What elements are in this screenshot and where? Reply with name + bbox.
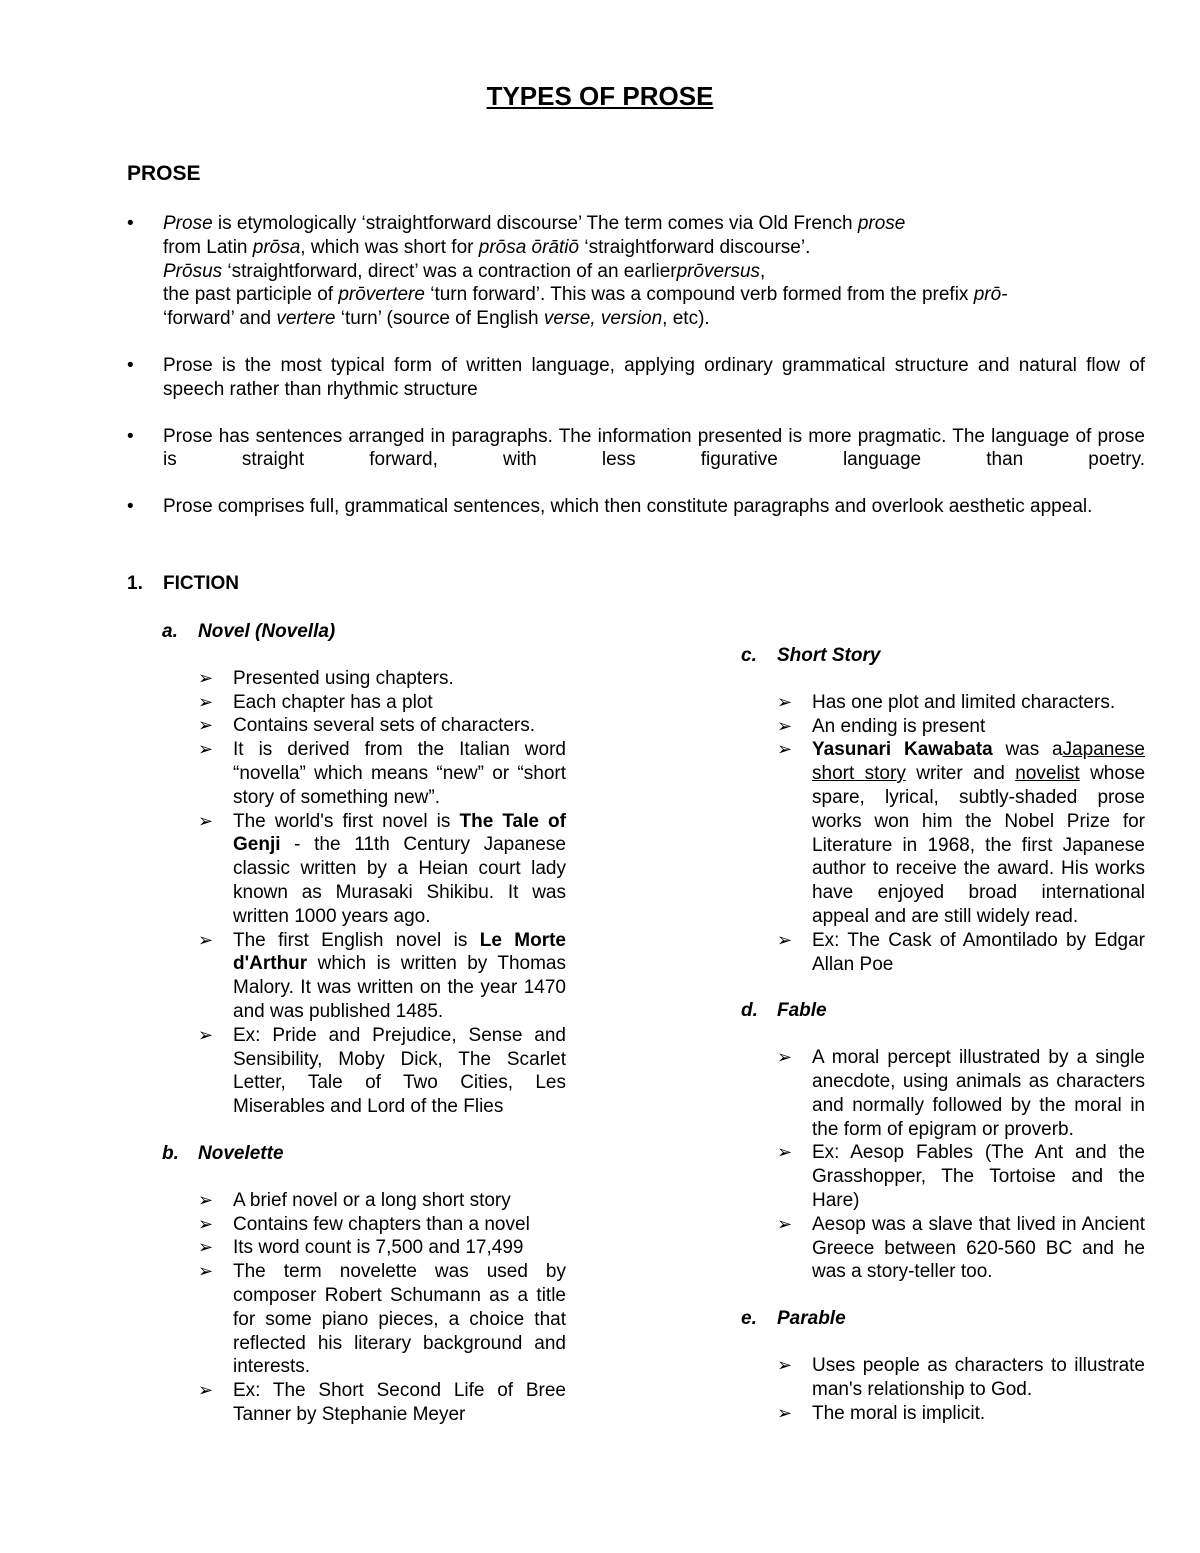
list-item	[741, 1046, 1145, 1141]
italic-term: verse, version	[543, 308, 663, 330]
grammatical-bullet	[127, 495, 1145, 519]
section-letter: e.	[741, 1308, 757, 1330]
item-text: Presented using chapters.	[233, 667, 454, 689]
parable-list	[741, 1354, 1145, 1425]
section-fable	[741, 999, 1145, 1284]
arrow-bullet-icon: ➢	[198, 739, 214, 760]
item-text: The first English novel is	[233, 929, 480, 951]
arrow-bullet-icon: ➢	[777, 715, 793, 736]
list-item	[162, 691, 566, 715]
novelette-list	[162, 1189, 566, 1427]
bullet-dot: •	[127, 425, 134, 447]
arrow-bullet-icon: ➢	[198, 1213, 214, 1234]
text-run: is etymologically ‘straightforward discourse’ The term comes via Old French	[212, 213, 858, 234]
item-text: which is written by Thomas Malory. It was written on the year 1470 and was published 1485.	[233, 953, 566, 1022]
italic-term: Prose	[163, 213, 213, 234]
arrow-bullet-icon: ➢	[777, 691, 793, 712]
italic-term: prōsa ōrātiō	[478, 236, 580, 258]
section-label: Fable	[777, 1000, 827, 1022]
list-item	[741, 1354, 1145, 1402]
arrow-bullet-icon: ➢	[198, 810, 214, 831]
text-run: , etc).	[662, 308, 710, 330]
etymology-line-2	[163, 236, 1145, 260]
section-parable	[741, 1307, 1145, 1425]
list-item	[162, 929, 566, 1024]
fiction-label: FICTION	[163, 573, 239, 594]
fiction-number: 1.	[127, 573, 143, 594]
written-language-bullet	[127, 354, 1145, 402]
bullet-dot: •	[127, 354, 134, 376]
bold-title: Le Morte d'Arthur	[233, 929, 566, 975]
arrow-bullet-icon: ➢	[198, 1261, 214, 1282]
bullet-dot: •	[127, 496, 134, 518]
item-text: Ex: Pride and Prejudice, Sense and Sensibility, Moby Dick, The Scarlet Letter, Tale of Two Cities, Les Miserables and Lord of the Flies	[233, 1024, 566, 1118]
section-label: Parable	[777, 1308, 846, 1330]
list-item	[741, 929, 1145, 977]
left-column	[162, 620, 566, 1450]
underlined-link-text: short story	[812, 763, 906, 785]
arrow-bullet-icon: ➢	[198, 929, 214, 950]
list-item	[162, 738, 566, 809]
italic-term: Prōsus	[163, 260, 223, 282]
arrow-bullet-icon: ➢	[198, 1237, 214, 1258]
underlined-link-text: Japanese	[1062, 739, 1145, 761]
list-item	[162, 714, 566, 738]
text-run: ‘straightforward discourse’.	[579, 236, 811, 258]
item-text: Each chapter has a plot	[233, 691, 433, 713]
italic-term: prōvertere	[338, 284, 425, 306]
text-run: ,	[760, 260, 766, 282]
section-letter: d.	[741, 1000, 758, 1022]
page-title: TYPES OF PROSE	[486, 81, 714, 111]
text-run: from Latin	[163, 236, 253, 258]
fiction-heading	[127, 572, 239, 596]
item-text: Uses people as characters to illustrate man's relationship to God.	[812, 1354, 1145, 1400]
item-text: Its word count is 7,500 and 17,499	[233, 1237, 524, 1259]
prose-bullet-list	[127, 212, 1145, 542]
list-item	[162, 1260, 566, 1379]
arrow-bullet-icon: ➢	[777, 1354, 793, 1375]
arrow-bullet-icon: ➢	[777, 739, 793, 760]
italic-term: vertere	[276, 308, 336, 330]
section-novel	[162, 620, 566, 1119]
item-text: The world's first novel is	[233, 810, 460, 832]
list-item	[741, 691, 1145, 715]
text-run: ‘turn forward’. This was a compound verb formed from the prefix	[424, 284, 974, 306]
text-run: ‘turn’ (source of English	[335, 308, 544, 330]
section-letter: b.	[162, 1142, 179, 1164]
section-label: Short Story	[777, 645, 881, 666]
item-text: A moral percept illustrated by a single anecdote, using animals as characters and normally followed by the moral in the form of epigram or proverb.	[812, 1047, 1145, 1140]
novelette-heading	[162, 1142, 566, 1166]
novel-list	[162, 667, 566, 1119]
short-story-list	[741, 691, 1145, 977]
list-item	[162, 1024, 566, 1119]
list-item	[162, 810, 566, 929]
arrow-bullet-icon: ➢	[198, 667, 214, 688]
text-run: ‘straightforward, direct’ was a contraction of an earlier	[222, 260, 677, 282]
novel-heading	[162, 620, 566, 644]
list-item	[162, 667, 566, 691]
list-item	[741, 1402, 1145, 1426]
item-text: Aesop was a slave that lived in Ancient Greece between 620-560 BC and he was a story-teller too.	[812, 1213, 1145, 1283]
item-text: The moral is implicit.	[812, 1402, 986, 1424]
italic-term: prōsa	[252, 236, 301, 258]
bullet-text: Prose comprises full, grammatical sentences, which then constitute paragraphs and overlook aesthetic appeal.	[163, 496, 1093, 518]
italic-term: prose	[857, 213, 906, 234]
parable-heading	[741, 1307, 1145, 1331]
arrow-bullet-icon: ➢	[777, 1213, 793, 1234]
item-text: A brief novel or a long short story	[233, 1189, 511, 1211]
prose-heading: PROSE	[127, 162, 201, 185]
item-text: was a	[992, 739, 1063, 761]
item-text: - the 11th Century Japanese classic written by a Heian court lady known as Murasaki Shikibu. It was written 1000 years ago.	[233, 834, 566, 927]
bold-title: The Tale of Genji	[233, 810, 566, 856]
item-text: It is derived from the Italian word “novella” which means “new” or “short story of something new”.	[233, 739, 566, 808]
item-text: The term novelette was used by composer Robert Schumann as a title for some piano pieces, a choice that reflected his literary background and interests.	[233, 1261, 566, 1378]
italic-term: prōversus	[676, 260, 761, 282]
text-run: , which was short for	[300, 236, 479, 258]
item-text: whose spare, lyrical, subtly-shaded prose works won him the Nobel Prize for Literature in 1968, the first Japanese author to receive the award. His works have enjoyed broad international appeal and are still widely read.	[812, 763, 1146, 927]
list-item	[162, 1379, 566, 1427]
item-text: Ex: The Short Second Life of Bree Tanner by Stephanie Meyer	[233, 1380, 566, 1425]
section-label: Novel (Novella)	[198, 621, 336, 642]
arrow-bullet-icon: ➢	[777, 1047, 793, 1068]
etymology-line-4	[163, 283, 1145, 307]
bullet-text: Prose is the most typical form of written language, applying ordinary grammatical structure and natural flow of speech rather than rhythmic structure	[163, 354, 1145, 400]
arrow-bullet-icon: ➢	[198, 691, 214, 712]
section-letter: a.	[162, 621, 178, 642]
item-text: Ex: Aesop Fables (The Ant and the Grasshopper, The Tortoise and the Hare)	[812, 1142, 1145, 1211]
arrow-bullet-icon: ➢	[777, 929, 793, 950]
section-letter: c.	[741, 645, 757, 666]
fable-list	[741, 1046, 1145, 1284]
list-item	[741, 1141, 1145, 1212]
arrow-bullet-icon: ➢	[198, 1380, 214, 1401]
text-run: ‘forward’ and	[163, 308, 277, 330]
item-text: Ex: The Cask of Amontilado by Edgar Allan Poe	[812, 929, 1145, 975]
section-novelette	[162, 1142, 566, 1427]
item-text: An ending is present	[812, 715, 986, 737]
fable-heading	[741, 999, 1145, 1023]
list-item	[741, 738, 1145, 928]
arrow-bullet-icon: ➢	[777, 1402, 793, 1423]
etymology-bullet	[127, 212, 1145, 331]
item-text: Contains several sets of characters.	[233, 715, 536, 737]
paragraphs-bullet	[127, 425, 1145, 473]
arrow-bullet-icon: ➢	[198, 1189, 214, 1210]
text-run: the past participle of	[163, 284, 339, 306]
underlined-link-text: novelist	[1015, 763, 1080, 785]
arrow-bullet-icon: ➢	[198, 1024, 214, 1045]
italic-term: prō-	[973, 284, 1008, 306]
section-label: Novelette	[198, 1142, 284, 1164]
list-item	[162, 1236, 566, 1260]
list-item	[162, 1213, 566, 1237]
item-text: Contains few chapters than a novel	[233, 1213, 530, 1235]
etymology-line-3	[163, 260, 1145, 284]
item-text: writer and	[905, 763, 1016, 785]
bullet-dot: •	[127, 213, 134, 234]
list-item	[162, 1189, 566, 1213]
bold-name: Yasunari Kawabata	[812, 739, 993, 761]
short-story-heading	[741, 644, 1145, 668]
list-item	[741, 715, 1145, 739]
etymology-line-5	[163, 307, 1145, 331]
section-short-story	[741, 644, 1145, 976]
right-column	[741, 644, 1145, 1448]
arrow-bullet-icon: ➢	[777, 1142, 793, 1163]
bullet-text: Prose has sentences arranged in paragraphs. The information presented is more pragmatic. The language of prose is straight forward, with less figurative language than poetry.	[163, 425, 1145, 471]
item-text: Has one plot and limited characters.	[812, 691, 1116, 713]
etymology-line-1	[163, 212, 1145, 236]
list-item	[741, 1213, 1145, 1284]
arrow-bullet-icon: ➢	[198, 715, 214, 736]
